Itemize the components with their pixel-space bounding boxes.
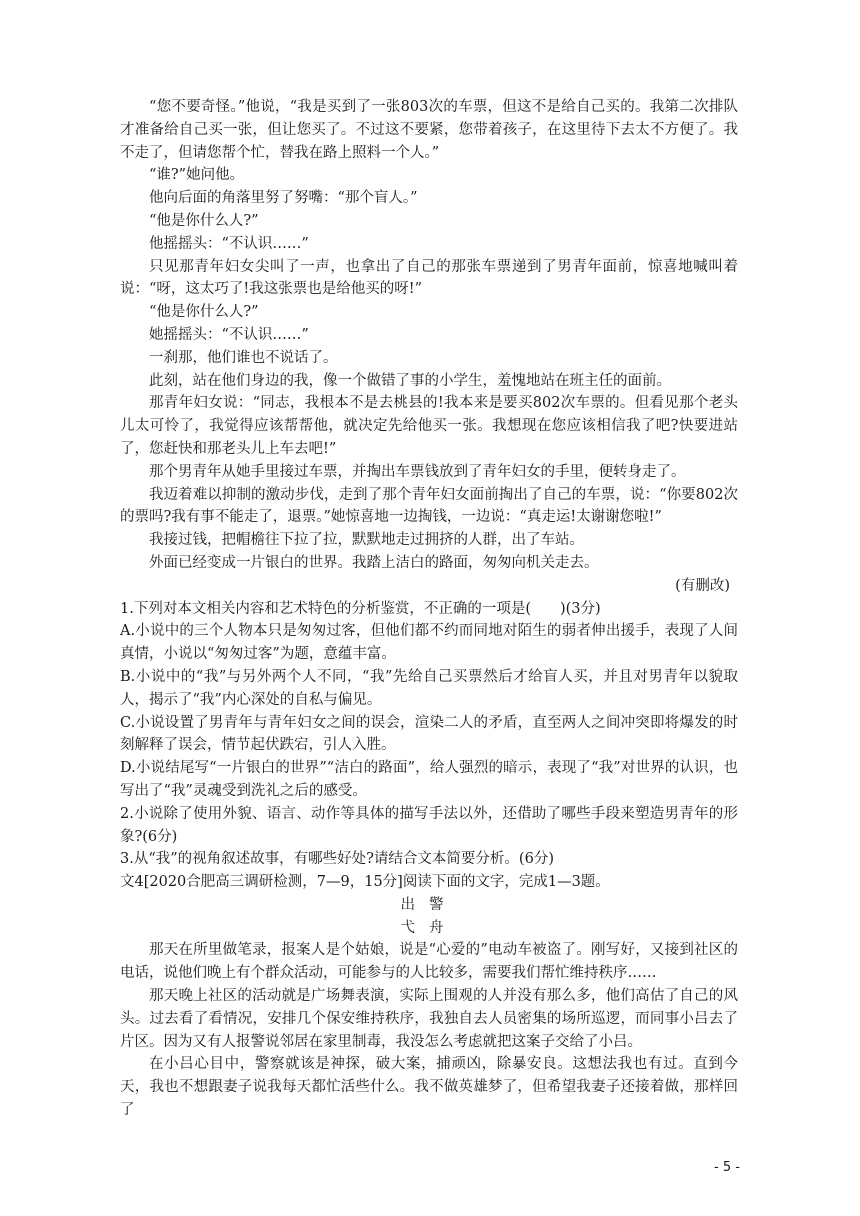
story1-paragraph: 我迈着难以抑制的激动步伐，走到了那个青年妇女面前掏出了自己的车票，说：“你要802次的票吗?我有事不能走了，退票。”她惊喜地一边掏钱，一边说：“真走运!太谢谢您啦!”	[120, 486, 738, 526]
question-2: 2.小说除了使用外貌、语言、动作等具体的描写手法以外，还借助了哪些手段来塑造男青年的形象?(6分)	[120, 805, 738, 845]
story1-paragraph: “他是你什么人?”	[149, 304, 259, 321]
story-title: 出警	[400, 896, 458, 913]
story1-paragraph: 他向后面的角落里努了努嘴：“那个盲人。”	[149, 190, 418, 207]
option-c: C.小说设置了男青年与青年妇女之间的误会，渲染二人的矛盾，直至两人之间冲突即将爆发的时刻解释了误会，情节起伏跌宕，引人入胜。	[120, 714, 738, 754]
page-content	[120, 96, 738, 1122]
story1-paragraph: 此刻，站在他们身边的我，像一个做错了事的小学生，羞愧地站在班主任的面前。	[149, 372, 671, 389]
question-3: 3.从“我”的视角叙述故事，有哪些好处?请结合文本简要分析。(6分)	[120, 851, 554, 868]
story2-paragraph: 在小吕心目中，警察就该是神探，破大案，捕顽凶，除暴安良。这想法我也有过。直到今天，我也不想跟妻子说我每天都忙活些什么。我不做英雄梦了，但希望我妻子还接着做，那样回了	[120, 1056, 738, 1119]
story1-paragraph: 一刹那，他们谁也不说话了。	[149, 349, 338, 366]
option-a: A.小说中的三个人物本只是匆匆过客，但他们都不约而同地对陌生的弱者伸出援手，表现了人间真情，小说以“匆匆过客”为题，意蕴丰富。	[120, 623, 738, 663]
page-number: - 5 -	[714, 1160, 740, 1175]
abridged-note: (有删改)	[675, 577, 730, 594]
story1-paragraph: “您不要奇怪。”他说，“我是买到了一张803次的车票，但这不是给自己买的。我第二次排队才准备给自己买一张，但让您买了。不过这不要紧，您带着孩子，在这里待下去太不方便了。我不走了，但请您帮个忙，替我在路上照料一个人。”	[120, 99, 738, 161]
story1-paragraph: “他是你什么人?”	[149, 212, 259, 229]
option-d: D.小说结尾写“一片银白的世界”“洁白的路面”，给人强烈的暗示，表现了“我”对世界的认识，也写出了“我”灵魂受到洗礼之后的感受。	[120, 760, 738, 799]
story1-paragraph: 那个男青年从她手里接过车票，并掏出车票钱放到了青年妇女的手里，便转身走了。	[149, 463, 686, 480]
story1-paragraph: 我接过钱，把帽檐往下拉了拉，默默地走过拥挤的人群，出了车站。	[149, 532, 584, 549]
story1-paragraph: 外面已经变成一片银白的世界。我踏上洁白的路面，匆匆向机关走去。	[149, 554, 599, 571]
text4-intro: 文4[2020合肥高三调研检测，7—9，15分]阅读下面的文字，完成1—3题。	[120, 874, 610, 891]
story2-paragraph: 那天在所里做笔录，报案人是个姑娘，说是“心爱的”电动车被盗了。刚写好，又接到社区的电话，说他们晚上有个群众活动，可能参与的人比较多，需要我们帮忙维持秩序……	[120, 942, 738, 982]
story1-paragraph: “谁?”她问他。	[149, 167, 245, 184]
story1-paragraph: 她摇摇头：“不认识……”	[149, 326, 309, 343]
option-b: B.小说中的“我”与另外两个人不同，“我”先给自己买票然后才给盲人买，并且对男青年以貌取人，揭示了“我”内心深处的自私与偏见。	[120, 668, 738, 708]
story2-paragraph: 那天晚上社区的活动就是广场舞表演，实际上围观的人并没有那么多，他们高估了自己的风头。过去看了看情况，安排几个保安维持秩序，我独自去人员密集的场所巡逻，而同事小吕去了片区。因为又有人报警说邻居在家里制毒，我没怎么考虑就把这案子交给了小吕。	[120, 988, 738, 1050]
story1-paragraph: 只见那青年妇女尖叫了一声，也拿出了自己的那张车票递到了男青年面前，惊喜地喊叫着说：“呀，这太巧了!我这张票也是给他买的呀!”	[120, 258, 738, 298]
story1-paragraph: 那青年妇女说：“同志，我根本不是去桃县的!我本来是要买802次车票的。但看见那个老头儿太可怜了，我觉得应该帮帮他，就决定先给他买一张。我想现在您应该相信我了吧?快要进站了，您赶快和那老头儿上车去吧!”	[120, 395, 738, 457]
story-author: 弋舟	[400, 919, 458, 936]
story1-paragraph: 他摇摇头：“不认识……”	[149, 235, 309, 252]
question-1: 1.下列对本文相关内容和艺术特色的分析鉴赏，不正确的一项是( )(3分)	[120, 600, 601, 617]
